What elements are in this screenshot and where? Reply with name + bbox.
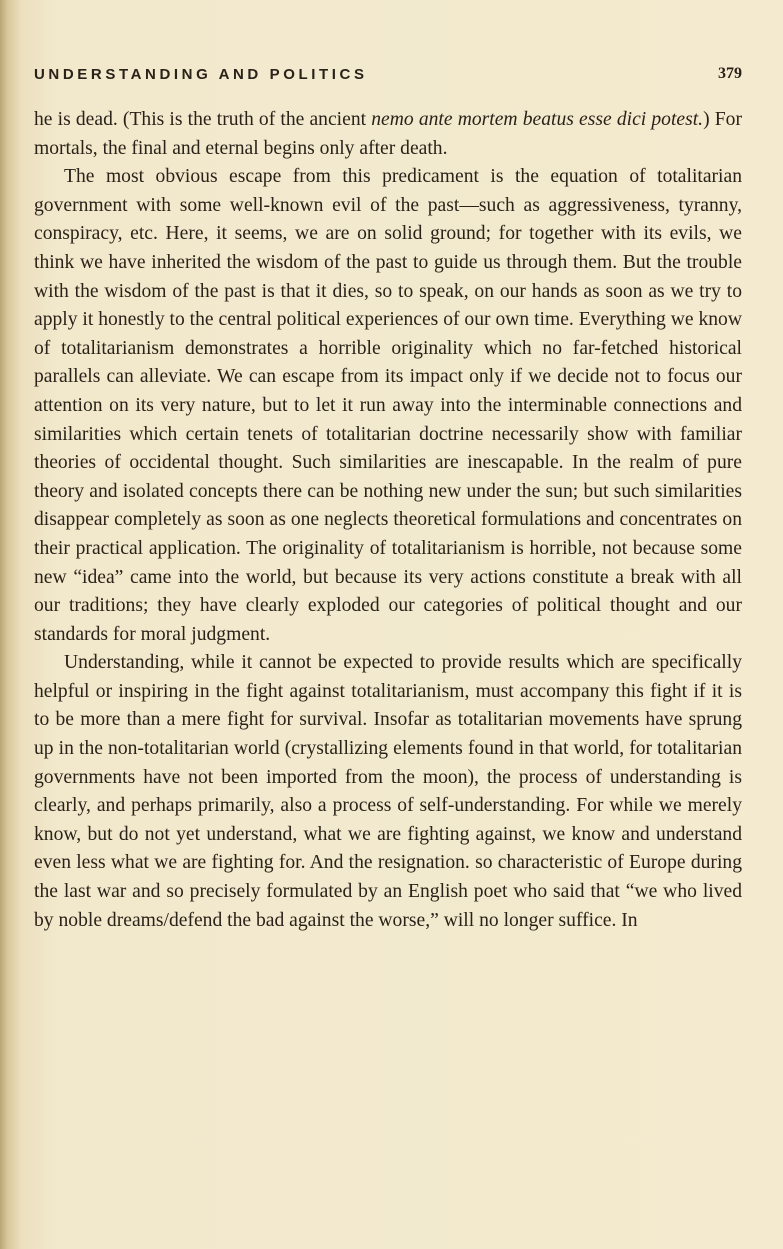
page-number: 379	[718, 65, 742, 82]
paragraph-3: Understanding, while it cannot be expected to provide results which are specifically helpful or inspiring in the fight against totalitarianism, must accompany this fight if it is to be more than a mere fight for survival. Insofar as totalitarian movements have sprung up in the non-totalitarian world (crystallizing elements found in that world, for totalitarian governments have not been imported from the moon), the process of understanding is clearly, and perhaps primarily, also a process of self-understanding. For while we merely know, but do not yet understand, what we are fighting against, we know and understand even less what we are fighting for. And the resignation. so characteristic of Europe during the last war and so precisely formulated by an English poet who said that “we who lived by noble dreams/defend the bad against the worse,” will no longer suffice. In	[34, 652, 742, 931]
latin-quotation: nemo ante mortem beatus esse dici potest.	[371, 109, 704, 130]
running-head: UNDERSTANDING AND POLITICS	[34, 66, 368, 83]
page-header	[34, 66, 742, 90]
paragraph-1-start: he is dead. (This is the truth of the ancient	[34, 109, 372, 130]
body-text	[34, 106, 742, 935]
paragraph-1	[34, 106, 742, 163]
paragraph-2: The most obvious escape from this predicament is the equation of totalitarian government with some well-known evil of the past—such as aggressiveness, tyranny, conspiracy, etc. Here, it seems, we are on solid ground; for together with its evils, we think we have inherited the wisdom of the past to guide us through them. But the trouble with the wisdom of the past is that it dies, so to speak, on our hands as soon as we try to apply it honestly to the central political experiences of our own time. Everything we know of totalitarianism demonstrates a horrible originality which no far-fetched historical parallels can alleviate. We can escape from its impact only if we decide not to focus our attention on its very nature, but to let it run away into the interminable connections and similarities which certain tenets of totalitarian doctrine necessarily show with familiar theories of occidental thought. Such similarities are inescapable. In the realm of pure theory and isolated concepts there can be nothing new under the sun; but such similarities disappear completely as soon as one neglects theoretical formulations and concentrates on their practical application. The originality of totalitarianism is horrible, not because some new “idea” came into the world, but because its very actions constitute a break with all our traditions; they have clearly exploded our categories of political thought and our standards for moral judgment.	[34, 166, 742, 645]
paragraph-1-end: ) For mortals, the final and eternal begins only after death.	[34, 109, 742, 159]
